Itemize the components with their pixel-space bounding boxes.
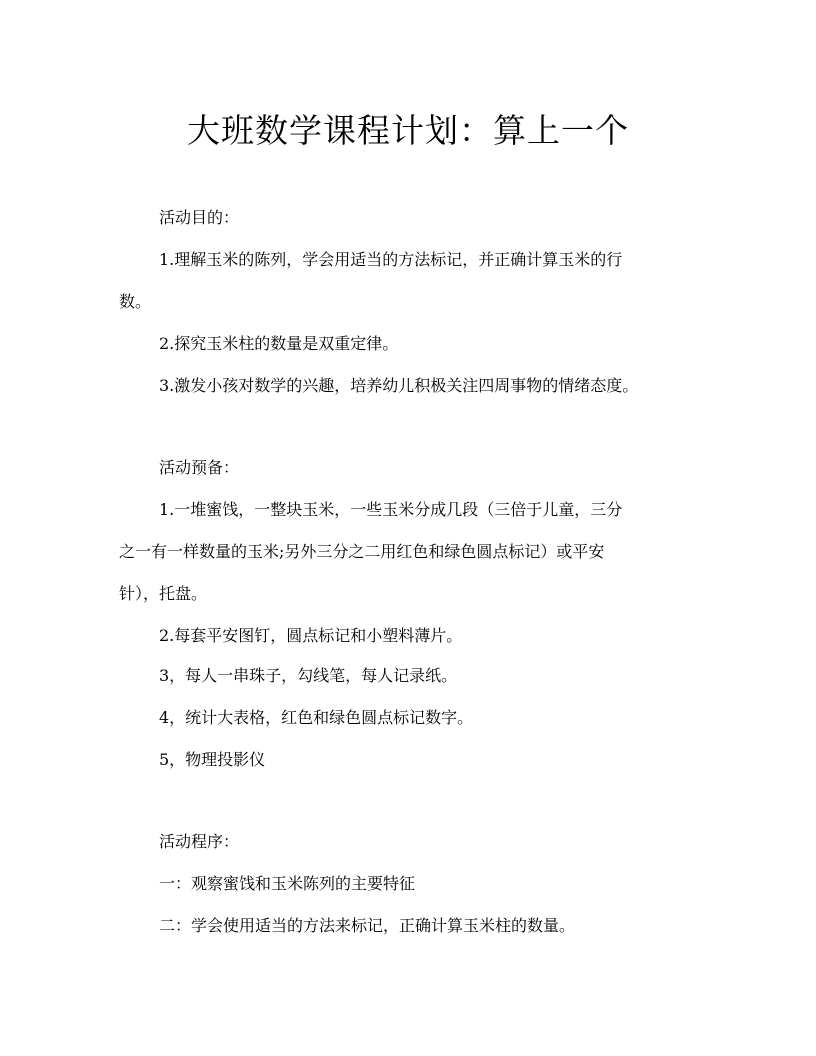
- prep-item-1-line-2: 之一有一样数量的玉米;另外三分之二用红色和绿色圆点标记）或平安: [119, 542, 605, 561]
- section-heading-goals: 活动目的：: [159, 208, 240, 227]
- goal-item-2: 2.探究玉米柱的数量是双重定律。: [159, 334, 399, 353]
- procedure-step-2: 二：学会使用适当的方法来标记，正确计算玉米柱的数量。: [159, 916, 576, 935]
- prep-item-5: 5，物理投影仪: [159, 750, 266, 769]
- prep-item-2: 2.每套平安图钉，圆点标记和小塑料薄片。: [159, 626, 463, 645]
- prep-item-3: 3，每人一串珠子，勾线笔，每人记录纸。: [159, 666, 458, 685]
- prep-item-4: 4，统计大表格，红色和绿色圆点标记数字。: [159, 708, 474, 727]
- prep-item-1-line-1: 1.一堆蜜饯，一整块玉米，一些玉米分成几段（三倍于儿童，三分: [159, 500, 623, 519]
- goal-item-1-line-2: 数。: [119, 292, 152, 311]
- goal-item-3: 3.激发小孩对数学的兴趣，培养幼儿积极关注四周事物的情绪态度。: [159, 376, 639, 395]
- document-title: 大班数学课程计划：算上一个: [187, 111, 629, 150]
- procedure-step-1: 一：观察蜜饯和玉米陈列的主要特征: [159, 874, 416, 893]
- goal-item-1-line-1: 1.理解玉米的陈列，学会用适当的方法标记，并正确计算玉米的行: [159, 250, 623, 269]
- prep-item-1-line-3: 针），托盘。: [119, 584, 208, 603]
- section-heading-procedure: 活动程序：: [159, 832, 240, 851]
- section-heading-preparation: 活动预备：: [159, 458, 240, 477]
